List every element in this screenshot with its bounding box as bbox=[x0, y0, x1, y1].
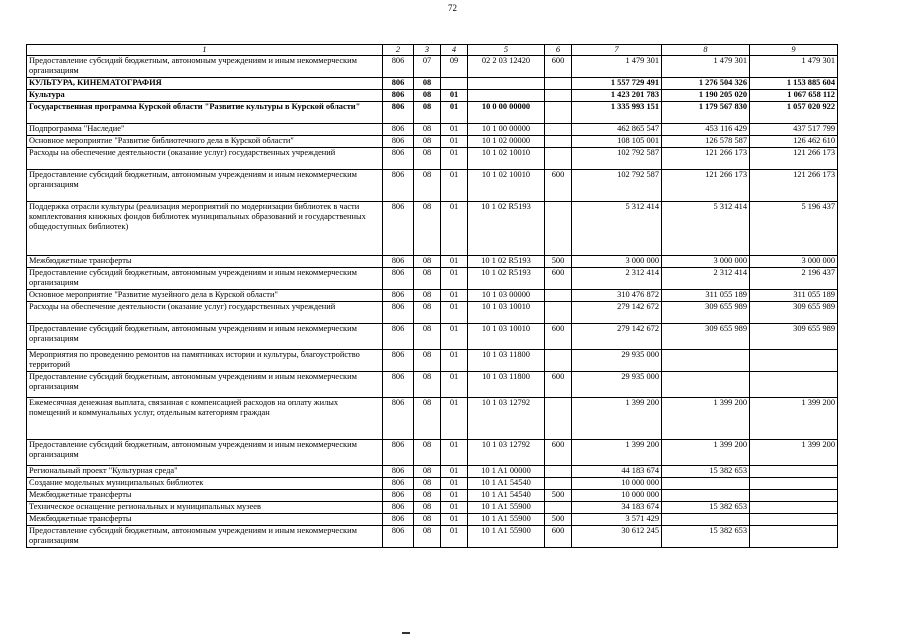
amount-cell: 10 000 000 bbox=[572, 478, 662, 490]
code-cell bbox=[545, 136, 572, 148]
amount-cell: 2 312 414 bbox=[572, 268, 662, 290]
code-cell: 01 bbox=[441, 526, 468, 548]
table-row bbox=[27, 56, 838, 78]
code-cell: 806 bbox=[383, 124, 414, 136]
amount-cell: 1 399 200 bbox=[572, 440, 662, 466]
code-cell: 806 bbox=[383, 90, 414, 102]
amount-cell: 44 183 674 bbox=[572, 466, 662, 478]
table-body bbox=[27, 56, 838, 548]
code-cell: 10 1 03 12792 bbox=[468, 440, 545, 466]
amount-cell: 30 612 245 bbox=[572, 526, 662, 548]
row-name-cell: Расходы на обеспечение деятельности (оказание услуг) государственных учреждений bbox=[27, 302, 383, 324]
row-name-cell: Основное мероприятие "Развитие музейного дела в Курской области" bbox=[27, 290, 383, 302]
code-cell: 10 1 03 10010 bbox=[468, 302, 545, 324]
code-cell: 10 1 03 11800 bbox=[468, 372, 545, 398]
code-cell: 08 bbox=[414, 124, 441, 136]
amount-cell: 1 479 301 bbox=[662, 56, 750, 78]
amount-cell: 3 000 000 bbox=[750, 256, 838, 268]
code-cell: 01 bbox=[441, 372, 468, 398]
code-cell: 806 bbox=[383, 350, 414, 372]
amount-cell bbox=[750, 514, 838, 526]
table-row bbox=[27, 170, 838, 202]
code-cell bbox=[545, 124, 572, 136]
amount-cell: 1 179 567 830 bbox=[662, 102, 750, 124]
amount-cell: 121 266 173 bbox=[750, 170, 838, 202]
amount-cell bbox=[662, 372, 750, 398]
code-cell: 01 bbox=[441, 398, 468, 440]
code-cell bbox=[441, 78, 468, 90]
row-name-cell: Межбюджетные трансферты bbox=[27, 490, 383, 502]
table-row bbox=[27, 526, 838, 548]
amount-cell: 1 057 020 922 bbox=[750, 102, 838, 124]
code-cell: 08 bbox=[414, 398, 441, 440]
amount-cell: 2 312 414 bbox=[662, 268, 750, 290]
code-cell: 10 1 02 R5193 bbox=[468, 256, 545, 268]
amount-cell bbox=[750, 502, 838, 514]
code-cell: 10 1 A1 55900 bbox=[468, 526, 545, 548]
code-cell: 01 bbox=[441, 136, 468, 148]
code-cell: 08 bbox=[414, 302, 441, 324]
amount-cell: 309 655 989 bbox=[750, 324, 838, 350]
row-name-cell: Расходы на обеспечение деятельности (оказание услуг) государственных учреждений bbox=[27, 148, 383, 170]
amount-cell: 5 312 414 bbox=[662, 202, 750, 256]
amount-cell: 15 382 653 bbox=[662, 526, 750, 548]
row-name-cell: КУЛЬТУРА, КИНЕМАТОГРАФИЯ bbox=[27, 78, 383, 90]
table-row bbox=[27, 398, 838, 440]
code-cell: 01 bbox=[441, 466, 468, 478]
code-cell: 08 bbox=[414, 78, 441, 90]
code-cell bbox=[545, 502, 572, 514]
code-cell: 806 bbox=[383, 290, 414, 302]
amount-cell: 311 055 189 bbox=[662, 290, 750, 302]
amount-cell: 102 792 587 bbox=[572, 170, 662, 202]
amount-cell: 1 067 658 112 bbox=[750, 90, 838, 102]
table-row bbox=[27, 78, 838, 90]
code-cell: 08 bbox=[414, 256, 441, 268]
code-cell: 01 bbox=[441, 302, 468, 324]
amount-cell bbox=[750, 526, 838, 548]
row-name-cell: Предоставление субсидий бюджетным, автономным учреждениям и иным некоммерческим организациям bbox=[27, 56, 383, 78]
code-cell: 600 bbox=[545, 372, 572, 398]
code-cell bbox=[545, 78, 572, 90]
code-cell: 08 bbox=[414, 202, 441, 256]
code-cell: 806 bbox=[383, 136, 414, 148]
header-cell: 8 bbox=[662, 45, 750, 56]
code-cell: 806 bbox=[383, 256, 414, 268]
code-cell: 02 2 03 12420 bbox=[468, 56, 545, 78]
amount-cell: 279 142 672 bbox=[572, 302, 662, 324]
code-cell: 01 bbox=[441, 490, 468, 502]
amount-cell: 309 655 989 bbox=[662, 302, 750, 324]
table-row bbox=[27, 440, 838, 466]
row-name-cell: Межбюджетные трансферты bbox=[27, 514, 383, 526]
code-cell: 08 bbox=[414, 478, 441, 490]
code-cell: 08 bbox=[414, 514, 441, 526]
code-cell: 10 1 03 10010 bbox=[468, 324, 545, 350]
code-cell: 08 bbox=[414, 324, 441, 350]
code-cell: 806 bbox=[383, 526, 414, 548]
amount-cell: 15 382 653 bbox=[662, 466, 750, 478]
code-cell: 08 bbox=[414, 136, 441, 148]
code-cell: 08 bbox=[414, 502, 441, 514]
code-cell: 01 bbox=[441, 350, 468, 372]
code-cell: 806 bbox=[383, 514, 414, 526]
code-cell: 08 bbox=[414, 372, 441, 398]
code-cell: 806 bbox=[383, 148, 414, 170]
table-row bbox=[27, 478, 838, 490]
header-cell: 5 bbox=[468, 45, 545, 56]
amount-cell: 1 479 301 bbox=[572, 56, 662, 78]
amount-cell: 309 655 989 bbox=[750, 302, 838, 324]
amount-cell: 1 335 993 151 bbox=[572, 102, 662, 124]
code-cell: 806 bbox=[383, 268, 414, 290]
table-row bbox=[27, 90, 838, 102]
code-cell bbox=[545, 350, 572, 372]
amount-cell bbox=[750, 466, 838, 478]
amount-cell: 121 266 173 bbox=[750, 148, 838, 170]
code-cell: 01 bbox=[441, 170, 468, 202]
row-name-cell: Ежемесячная денежная выплата, связанная с компенсацией расходов на оплату жилых помещений и коммунальных услуг, отдельным категориям граждан bbox=[27, 398, 383, 440]
amount-cell: 2 196 437 bbox=[750, 268, 838, 290]
header-cell: 1 bbox=[27, 45, 383, 56]
code-cell bbox=[545, 290, 572, 302]
row-name-cell: Предоставление субсидий бюджетным, автономным учреждениям и иным некоммерческим организациям bbox=[27, 324, 383, 350]
table-row bbox=[27, 372, 838, 398]
amount-cell: 15 382 653 bbox=[662, 502, 750, 514]
scan-mark bbox=[402, 632, 410, 634]
code-cell: 500 bbox=[545, 256, 572, 268]
code-cell: 10 1 02 10010 bbox=[468, 148, 545, 170]
code-cell: 10 1 02 R5193 bbox=[468, 268, 545, 290]
amount-cell bbox=[750, 478, 838, 490]
code-cell bbox=[545, 302, 572, 324]
code-cell: 01 bbox=[441, 102, 468, 124]
code-cell: 806 bbox=[383, 466, 414, 478]
code-cell: 01 bbox=[441, 478, 468, 490]
code-cell: 500 bbox=[545, 490, 572, 502]
code-cell: 01 bbox=[441, 502, 468, 514]
code-cell bbox=[545, 90, 572, 102]
code-cell: 600 bbox=[545, 526, 572, 548]
amount-cell: 310 476 872 bbox=[572, 290, 662, 302]
budget-table bbox=[26, 44, 838, 548]
code-cell bbox=[468, 90, 545, 102]
code-cell: 806 bbox=[383, 440, 414, 466]
code-cell: 806 bbox=[383, 490, 414, 502]
amount-cell: 121 266 173 bbox=[662, 170, 750, 202]
code-cell: 10 1 A1 55900 bbox=[468, 502, 545, 514]
code-cell: 01 bbox=[441, 90, 468, 102]
amount-cell: 10 000 000 bbox=[572, 490, 662, 502]
code-cell: 10 1 A1 55900 bbox=[468, 514, 545, 526]
header-cell: 7 bbox=[572, 45, 662, 56]
code-cell: 10 1 03 00000 bbox=[468, 290, 545, 302]
amount-cell: 3 000 000 bbox=[662, 256, 750, 268]
row-name-cell: Межбюджетные трансферты bbox=[27, 256, 383, 268]
amount-cell: 1 399 200 bbox=[662, 440, 750, 466]
row-name-cell: Мероприятия по проведению ремонтов на памятниках истории и культуры, благоустройство территорий bbox=[27, 350, 383, 372]
code-cell bbox=[545, 102, 572, 124]
amount-cell: 5 312 414 bbox=[572, 202, 662, 256]
amount-cell: 126 578 587 bbox=[662, 136, 750, 148]
table-row bbox=[27, 136, 838, 148]
code-cell: 10 1 03 11800 bbox=[468, 350, 545, 372]
amount-cell: 1 399 200 bbox=[572, 398, 662, 440]
amount-cell: 5 196 437 bbox=[750, 202, 838, 256]
table-row bbox=[27, 466, 838, 478]
code-cell: 10 1 02 00000 bbox=[468, 136, 545, 148]
code-cell: 01 bbox=[441, 148, 468, 170]
code-cell bbox=[545, 202, 572, 256]
code-cell: 806 bbox=[383, 102, 414, 124]
code-cell: 01 bbox=[441, 514, 468, 526]
amount-cell bbox=[662, 350, 750, 372]
code-cell: 500 bbox=[545, 514, 572, 526]
code-cell: 08 bbox=[414, 526, 441, 548]
code-cell: 08 bbox=[414, 268, 441, 290]
amount-cell: 29 935 000 bbox=[572, 372, 662, 398]
code-cell: 600 bbox=[545, 170, 572, 202]
table-row bbox=[27, 268, 838, 290]
code-cell: 01 bbox=[441, 124, 468, 136]
amount-cell: 462 865 547 bbox=[572, 124, 662, 136]
row-name-cell: Поддержка отрасли культуры (реализация мероприятий по модернизации библиотек в части комплектования книжных фондов библиотек муниципальных образований и государственных общедоступных библиотек) bbox=[27, 202, 383, 256]
amount-cell: 1 399 200 bbox=[750, 398, 838, 440]
table-row bbox=[27, 202, 838, 256]
amount-cell bbox=[662, 514, 750, 526]
code-cell: 08 bbox=[414, 466, 441, 478]
row-name-cell: Создание модельных муниципальных библиотек bbox=[27, 478, 383, 490]
amount-cell: 121 266 173 bbox=[662, 148, 750, 170]
amount-cell: 453 116 429 bbox=[662, 124, 750, 136]
code-cell: 07 bbox=[414, 56, 441, 78]
row-name-cell: Предоставление субсидий бюджетным, автономным учреждениям и иным некоммерческим организациям bbox=[27, 526, 383, 548]
code-cell: 08 bbox=[414, 440, 441, 466]
amount-cell: 1 190 205 020 bbox=[662, 90, 750, 102]
code-cell: 01 bbox=[441, 202, 468, 256]
amount-cell bbox=[750, 490, 838, 502]
header-row bbox=[27, 45, 838, 56]
row-name-cell: Государственная программа Курской области "Развитие культуры в Курской области" bbox=[27, 102, 383, 124]
table-row bbox=[27, 102, 838, 124]
table-row bbox=[27, 350, 838, 372]
code-cell: 806 bbox=[383, 502, 414, 514]
amount-cell: 309 655 989 bbox=[662, 324, 750, 350]
code-cell: 08 bbox=[414, 170, 441, 202]
amount-cell bbox=[750, 350, 838, 372]
code-cell: 806 bbox=[383, 170, 414, 202]
table-row bbox=[27, 290, 838, 302]
code-cell: 09 bbox=[441, 56, 468, 78]
row-name-cell: Техническое оснащение региональных и муниципальных музеев bbox=[27, 502, 383, 514]
code-cell: 08 bbox=[414, 290, 441, 302]
code-cell: 10 1 A1 54540 bbox=[468, 490, 545, 502]
code-cell: 08 bbox=[414, 90, 441, 102]
page-number: 72 bbox=[448, 3, 457, 13]
table-row bbox=[27, 256, 838, 268]
table-row bbox=[27, 514, 838, 526]
header-cell: 4 bbox=[441, 45, 468, 56]
code-cell: 806 bbox=[383, 56, 414, 78]
code-cell: 08 bbox=[414, 490, 441, 502]
code-cell: 01 bbox=[441, 256, 468, 268]
table-row bbox=[27, 324, 838, 350]
table-row bbox=[27, 124, 838, 136]
amount-cell: 34 183 674 bbox=[572, 502, 662, 514]
code-cell bbox=[468, 78, 545, 90]
row-name-cell: Основное мероприятие "Развитие библиотечного дела в Курской области" bbox=[27, 136, 383, 148]
code-cell: 08 bbox=[414, 102, 441, 124]
code-cell: 10 1 00 00000 bbox=[468, 124, 545, 136]
header-cell: 2 bbox=[383, 45, 414, 56]
code-cell: 806 bbox=[383, 478, 414, 490]
code-cell: 01 bbox=[441, 324, 468, 350]
code-cell bbox=[545, 466, 572, 478]
amount-cell: 279 142 672 bbox=[572, 324, 662, 350]
code-cell: 806 bbox=[383, 324, 414, 350]
amount-cell: 126 462 610 bbox=[750, 136, 838, 148]
row-name-cell: Культура bbox=[27, 90, 383, 102]
amount-cell: 437 517 799 bbox=[750, 124, 838, 136]
code-cell bbox=[545, 478, 572, 490]
amount-cell: 1 557 729 491 bbox=[572, 78, 662, 90]
code-cell: 10 1 02 R5193 bbox=[468, 202, 545, 256]
row-name-cell: Региональный проект "Культурная среда" bbox=[27, 466, 383, 478]
header-cell: 3 bbox=[414, 45, 441, 56]
code-cell: 10 1 A1 54540 bbox=[468, 478, 545, 490]
row-name-cell: Подпрограмма "Наследие" bbox=[27, 124, 383, 136]
code-cell: 600 bbox=[545, 268, 572, 290]
code-cell: 10 1 03 12792 bbox=[468, 398, 545, 440]
amount-cell bbox=[662, 478, 750, 490]
header-cell: 6 bbox=[545, 45, 572, 56]
code-cell: 806 bbox=[383, 202, 414, 256]
code-cell bbox=[545, 398, 572, 440]
code-cell: 600 bbox=[545, 56, 572, 78]
code-cell: 01 bbox=[441, 290, 468, 302]
code-cell: 10 0 00 00000 bbox=[468, 102, 545, 124]
amount-cell: 3 571 429 bbox=[572, 514, 662, 526]
amount-cell: 1 479 301 bbox=[750, 56, 838, 78]
amount-cell bbox=[750, 372, 838, 398]
table-row bbox=[27, 148, 838, 170]
amount-cell: 1 153 885 604 bbox=[750, 78, 838, 90]
code-cell: 600 bbox=[545, 440, 572, 466]
code-cell: 806 bbox=[383, 78, 414, 90]
amount-cell: 102 792 587 bbox=[572, 148, 662, 170]
amount-cell: 1 423 201 783 bbox=[572, 90, 662, 102]
amount-cell: 1 399 200 bbox=[750, 440, 838, 466]
table-row bbox=[27, 302, 838, 324]
code-cell: 806 bbox=[383, 398, 414, 440]
amount-cell bbox=[662, 490, 750, 502]
code-cell: 08 bbox=[414, 350, 441, 372]
code-cell: 806 bbox=[383, 372, 414, 398]
row-name-cell: Предоставление субсидий бюджетным, автономным учреждениям и иным некоммерческим организациям bbox=[27, 170, 383, 202]
amount-cell: 3 000 000 bbox=[572, 256, 662, 268]
amount-cell: 1 399 200 bbox=[662, 398, 750, 440]
amount-cell: 311 055 189 bbox=[750, 290, 838, 302]
code-cell: 600 bbox=[545, 324, 572, 350]
table-row bbox=[27, 502, 838, 514]
row-name-cell: Предоставление субсидий бюджетным, автономным учреждениям и иным некоммерческим организациям bbox=[27, 372, 383, 398]
row-name-cell: Предоставление субсидий бюджетным, автономным учреждениям и иным некоммерческим организациям bbox=[27, 268, 383, 290]
amount-cell: 1 276 504 326 bbox=[662, 78, 750, 90]
code-cell: 10 1 02 10010 bbox=[468, 170, 545, 202]
table-row bbox=[27, 490, 838, 502]
header-cell: 9 bbox=[750, 45, 838, 56]
amount-cell: 29 935 000 bbox=[572, 350, 662, 372]
code-cell bbox=[545, 148, 572, 170]
row-name-cell: Предоставление субсидий бюджетным, автономным учреждениям и иным некоммерческим организациям bbox=[27, 440, 383, 466]
code-cell: 10 1 A1 00000 bbox=[468, 466, 545, 478]
code-cell: 01 bbox=[441, 268, 468, 290]
code-cell: 806 bbox=[383, 302, 414, 324]
amount-cell: 108 105 001 bbox=[572, 136, 662, 148]
code-cell: 08 bbox=[414, 148, 441, 170]
code-cell: 01 bbox=[441, 440, 468, 466]
